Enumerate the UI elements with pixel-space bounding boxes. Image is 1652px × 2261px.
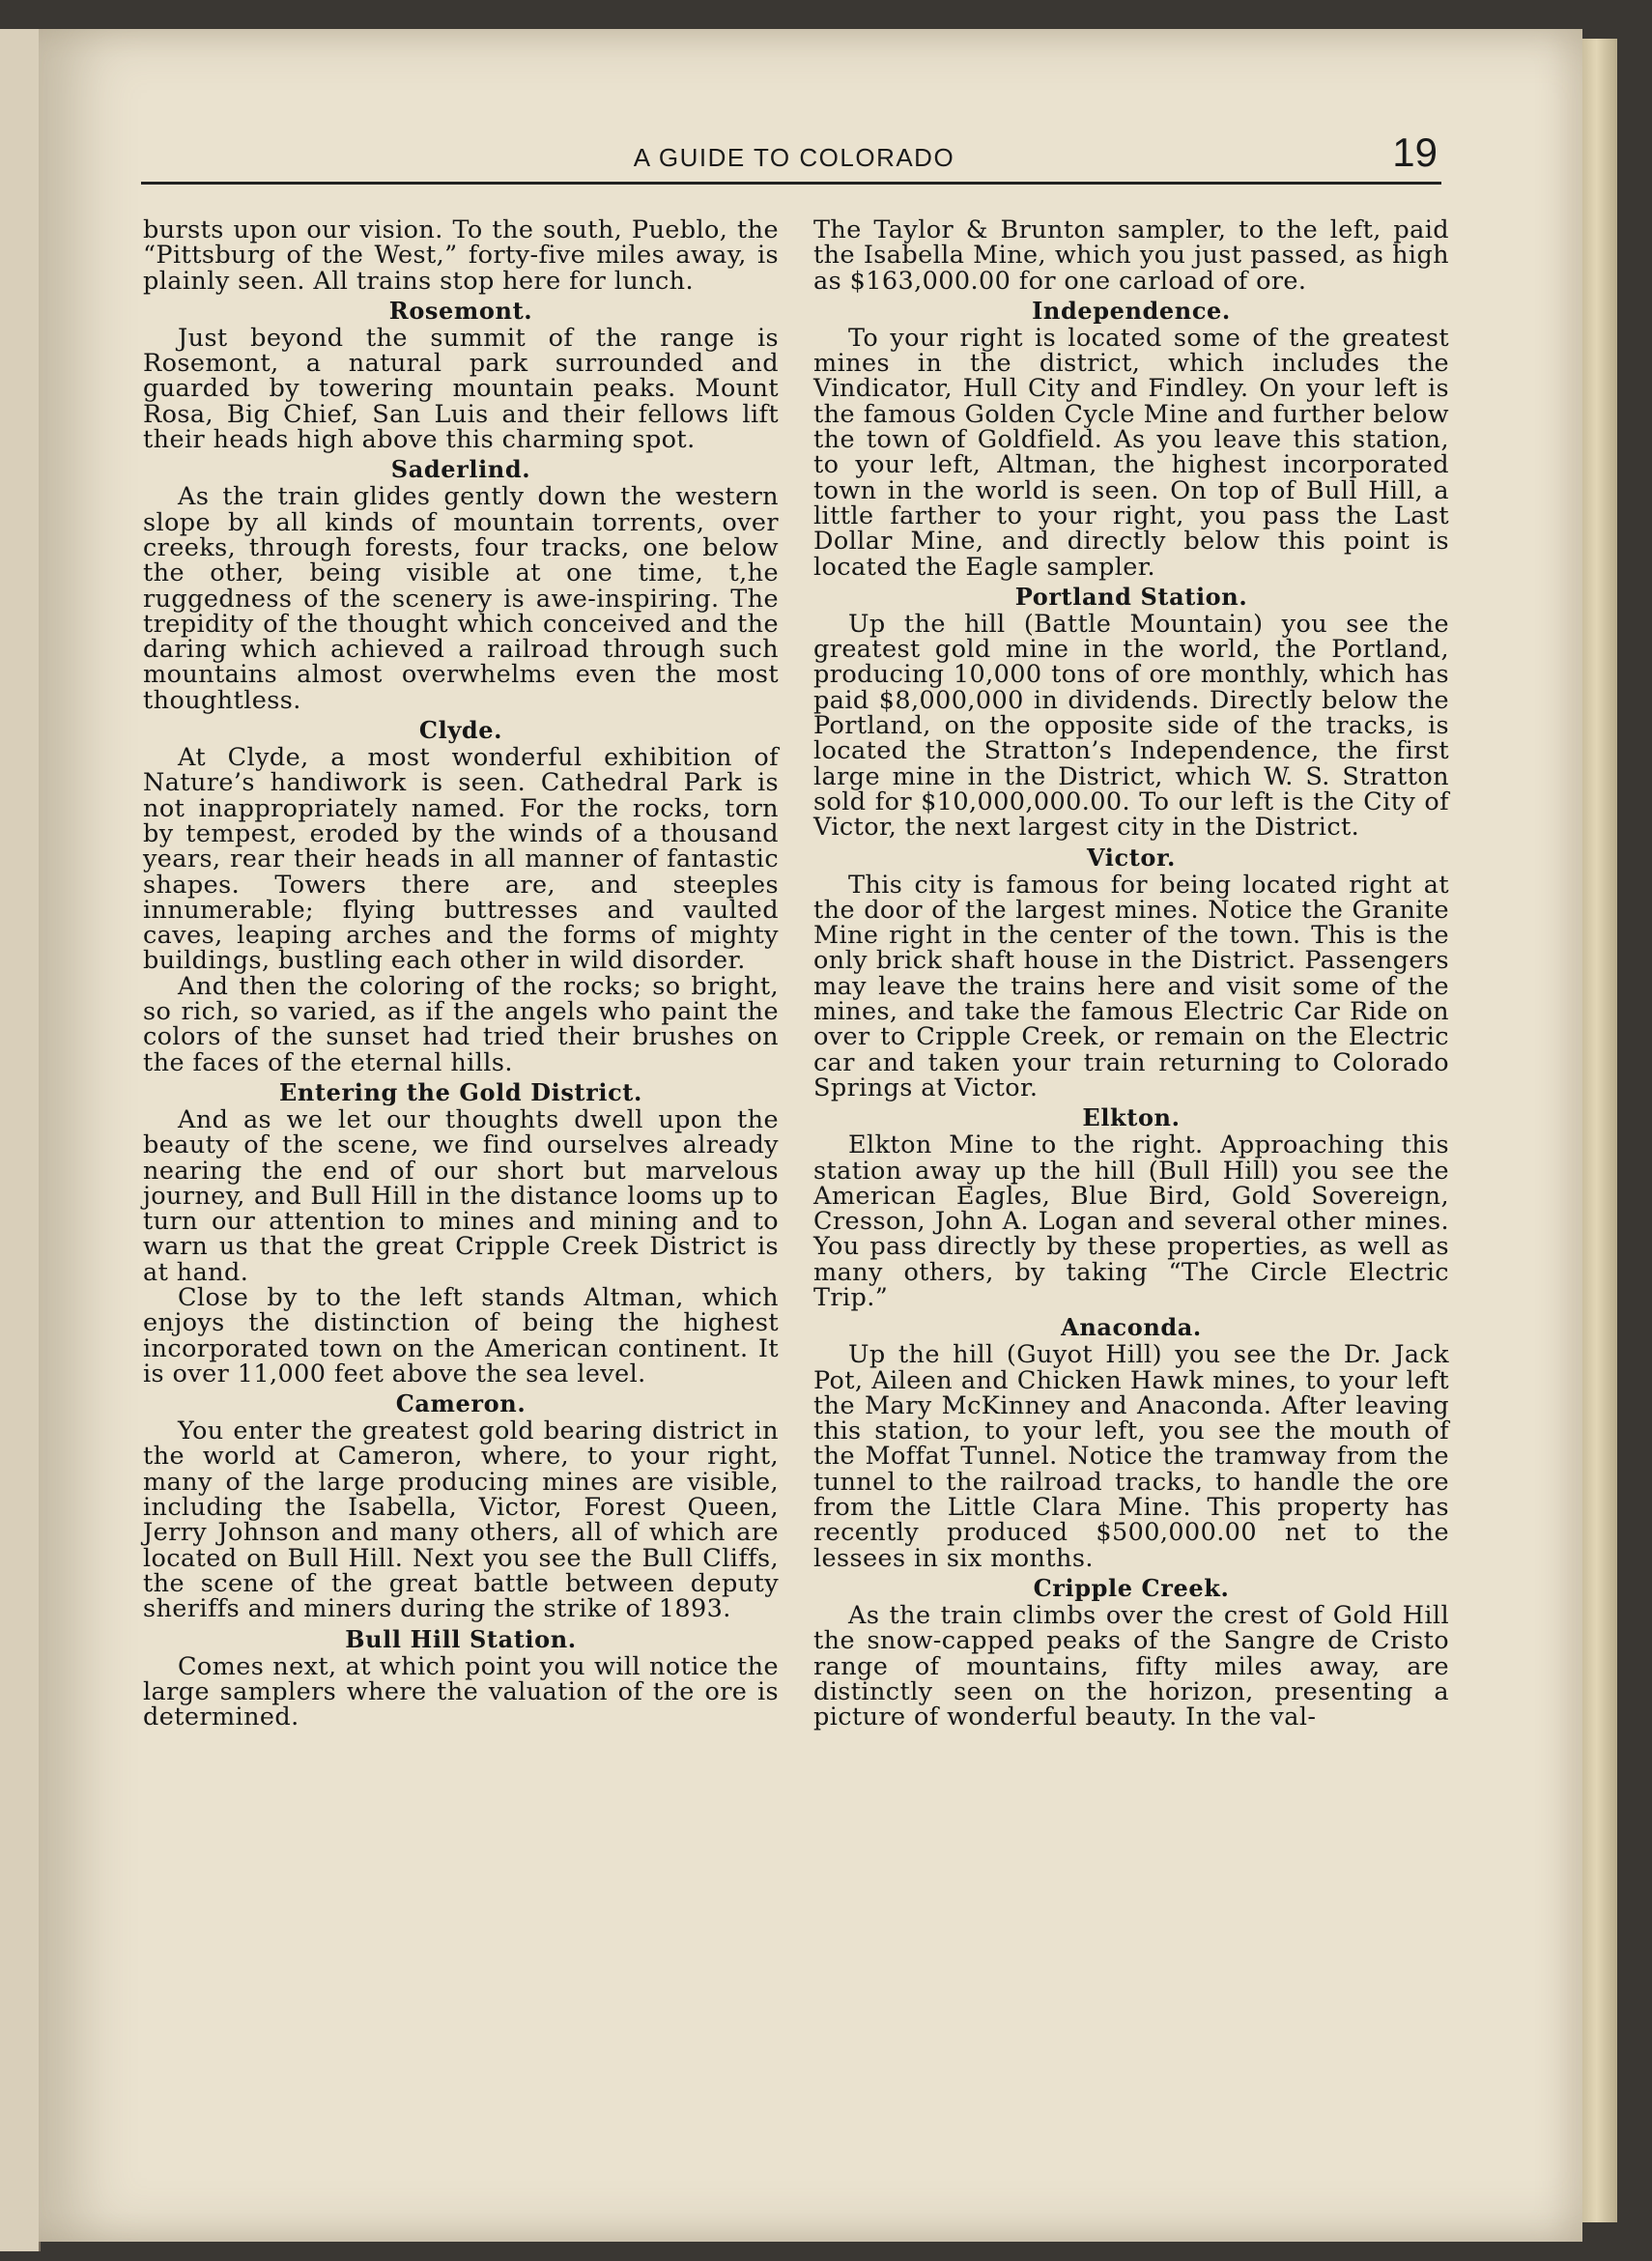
right-column bbox=[813, 217, 1449, 1730]
section-heading: Entering the Gold District. bbox=[279, 1077, 642, 1106]
section-heading: Saderlind. bbox=[390, 455, 531, 484]
paragraph: And as we let our thoughts dwell upon the beauty of the scene, we find ourselves already nearing the end of our short but marvelous journey, and Bull Hill in the distance looms up to turn our attention to mines and mining and to warn us that the great Cripple Creek District is at hand. bbox=[143, 1104, 779, 1287]
paragraph: As the train climbs over the crest of Gold Hill the snow-capped peaks of the Sangre de Cristo range of mountains, fifty miles away, are distinctly seen on the horizon, presenting a picture of wonderful beauty. In the val- bbox=[813, 1600, 1449, 1732]
section-heading: Bull Hill Station. bbox=[345, 1624, 577, 1653]
paragraph: To your right is located some of the greatest mines in the district, which includes the Vindicator, Hull City and Findley. On your left is the famous Golden Cycle Mine and further below the town of Goldfield. As you leave this station, to your left, Altman, the highest incorporated town in the world is seen. On top of Bull Hill, a little farther to your right, you pass the Last Dollar Mine, and directly below this point is located the Eagle sampler. bbox=[813, 323, 1449, 582]
section-heading: Independence. bbox=[1032, 296, 1231, 325]
section-heading: Victor. bbox=[1086, 843, 1177, 872]
section-heading: Rosemont. bbox=[388, 296, 533, 325]
paragraph: bursts upon our vision. To the south, Pueblo, the “Pittsburg of the West,” forty-five miles away, is plainly seen. All trains stop here for lunch. bbox=[143, 215, 779, 296]
page-number: 19 bbox=[1392, 129, 1438, 175]
section-heading: Elkton. bbox=[1082, 1103, 1181, 1132]
section-heading: Anaconda. bbox=[1061, 1313, 1202, 1342]
paragraph: Up the hill (Guyot Hill) you see the Dr. Jack Pot, Aileen and Chicken Hawk mines, to your left the Mary McKinney and Anaconda. After leaving this station, to your left, you see the mouth of the Moffat Tunnel. Notice the tramway from the tunnel to the railroad tracks, to handle the ore from the Little Clara Mine. This property has recently produced $500,000.00 net to the lessees in six months. bbox=[813, 1340, 1449, 1573]
left-column bbox=[143, 217, 779, 1730]
section-heading: Cameron. bbox=[395, 1389, 527, 1418]
paragraph: Up the hill (Battle Mountain) you see the greatest gold mine in the world, the Portland, producing 10,000 tons of ore monthly, which has paid $8,000,000 in dividends. Directly below the Portland, on the opposite side of the tracks, is located the Stratton’s Independence, the first large mine in the District, which W. S. Stratton sold for $10,000,000.00. To our left is the City of Victor, the next largest city in the District. bbox=[813, 609, 1449, 843]
paragraph: Elkton Mine to the right. Approaching this station away up the hill (Bull Hill) you see the American Eagles, Blue Bird, Gold Sovereign, Cresson, John A. Logan and several other mines. You pass directly by these properties, as well as many others, by taking “The Circle Electric Trip.” bbox=[813, 1130, 1449, 1312]
page-edge bbox=[1582, 39, 1617, 2222]
paragraph: Comes next, at which point you will notice the large samplers where the valuation of the ore is determined. bbox=[143, 1651, 779, 1732]
running-title: A GUIDE TO COLORADO bbox=[633, 143, 955, 172]
section-heading: Clyde. bbox=[418, 716, 503, 745]
paragraph: At Clyde, a most wonderful exhibition of Nature’s handiwork is seen. Cathedral Park is not inappropriately named. For the rocks, torn by tempest, eroded by the winds of a thousand years, rear their heads in all manner of fantastic shapes. Towers there are, and steeples innumerable; flying buttresses and vaulted caves, leaping arches and the forms of mighty buildings, bustling each other in wild disorder. bbox=[143, 743, 779, 976]
paragraph: As the train glides gently down the western slope by all kinds of mountain torrents, over creeks, through forests, four tracks, one below the other, being visible at one time, t,he ruggedness of the scenery is awe-inspiring. The trepidity of the thought which conceived and the daring which achieved a railroad through such mountains almost overwhelms even the most thoughtless. bbox=[143, 482, 779, 715]
paragraph: This city is famous for being located right at the door of the largest mines. Notice the Granite Mine right in the center of the town. This is the only brick shaft house in the District. Passengers may leave the trains here and visit some of the mines, and take the famous Electric Car Ride on over to Cripple Creek, or remain on the Electric car and taken your train returning to Colorado Springs at Victor. bbox=[813, 870, 1449, 1102]
paragraph: And then the coloring of the rocks; so bright, so rich, so varied, as if the angels who paint the colors of the sunset had tried their brushes on the faces of the eternal hills. bbox=[143, 971, 779, 1077]
paragraph: Just beyond the summit of the range is Rosemont, a natural park surrounded and guarded by towering mountain peaks. Mount Rosa, Big Chief, San Luis and their fellows lift their heads high above this charming spot. bbox=[143, 323, 779, 455]
binding-gutter bbox=[0, 29, 41, 2251]
paragraph: The Taylor & Brunton sampler, to the left, paid the Isabella Mine, which you just passed, as high as $163,000.00 for one carload of ore. bbox=[813, 215, 1449, 296]
paragraph: Close by to the left stands Altman, which enjoys the distinction of being the highest incorporated town on the American continent. It is over 11,000 feet above the sea level. bbox=[143, 1282, 779, 1388]
section-heading: Cripple Creek. bbox=[1033, 1573, 1230, 1602]
running-header bbox=[141, 129, 1441, 185]
section-heading: Portland Station. bbox=[1014, 582, 1248, 611]
paragraph: You enter the greatest gold bearing district in the world at Cameron, where, to your right, many of the large producing mines are visible, including the Isabella, Victor, Forest Queen, Jerry Johnson and many others, all of which are located on Bull Hill. Next you see the Bull Cliffs, the scene of the great battle between deputy sheriffs and miners during the strike of 1893. bbox=[143, 1417, 779, 1624]
